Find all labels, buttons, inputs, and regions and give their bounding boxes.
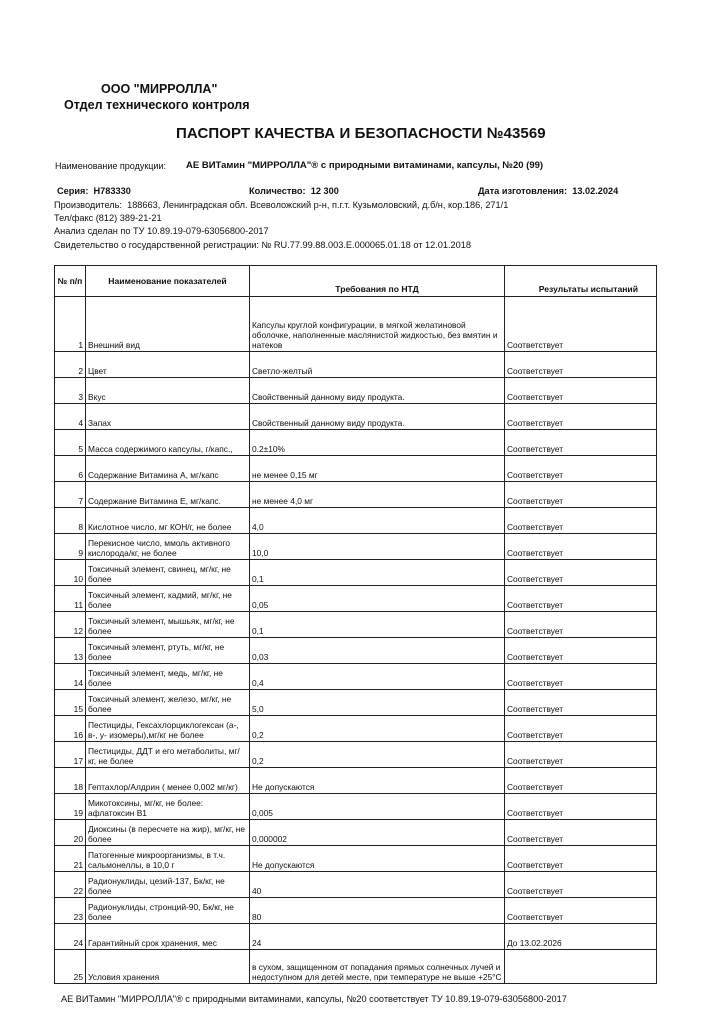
table-row — [55, 742, 657, 768]
quality-table — [54, 265, 657, 984]
cell-result: Соответствует — [505, 560, 657, 586]
cell-requirement: в сухом, защищенном от попадания прямых солнечных лучей и недоступном для детей месте, при температуре не выше +25°С — [250, 950, 505, 984]
manufacturer-label: Производитель: — [54, 200, 122, 210]
cell-requirement: 0,000002 — [250, 820, 505, 846]
cell-requirement: 0,05 — [250, 586, 505, 612]
series-value: Н783330 — [93, 186, 131, 196]
cell-num: 17 — [55, 742, 86, 768]
cell-num: 23 — [55, 898, 86, 924]
cell-requirement: 0,1 — [250, 560, 505, 586]
cell-result: Соответствует — [505, 794, 657, 820]
table-row — [55, 638, 657, 664]
cell-requirement: не менее 4,0 мг — [250, 482, 505, 508]
cell-result: Соответствует — [505, 352, 657, 378]
cell-requirement: 5,0 — [250, 690, 505, 716]
quantity — [249, 186, 339, 196]
table-row — [55, 378, 657, 404]
cell-name: Диоксины (в пересчете на жир), мг/кг, не более — [86, 820, 250, 846]
cell-result — [505, 950, 657, 984]
cell-requirement: 0,03 — [250, 638, 505, 664]
cell-name: Условия хранения — [86, 950, 250, 984]
cell-result: Соответствует — [505, 378, 657, 404]
cell-requirement: Свойственный данному виду продукта. — [250, 404, 505, 430]
table-row — [55, 820, 657, 846]
cell-requirement: 0,2 — [250, 742, 505, 768]
table-row — [55, 690, 657, 716]
cell-num: 20 — [55, 820, 86, 846]
cell-num: 21 — [55, 846, 86, 872]
analysis-standard: Анализ сделан по ТУ 10.89.19-079-63056800-2017 — [54, 226, 269, 236]
cell-requirement: Не допускаются — [250, 846, 505, 872]
table-row — [55, 794, 657, 820]
company-name: ООО "МИРРОЛЛА" — [101, 82, 218, 96]
phone-fax: Тел/факс (812) 389-21-21 — [54, 213, 162, 223]
department-name: Отдел технического контроля — [64, 98, 250, 112]
table-row — [55, 297, 657, 352]
cell-requirement: 40 — [250, 872, 505, 898]
table-row — [55, 768, 657, 794]
cell-requirement: 0,4 — [250, 664, 505, 690]
compliance-footer: АЕ ВИТамин "МИРРОЛЛА"® с природными витаминами, капсулы, №20 соответствует ТУ 10.89.19-079-63056800-2017 — [61, 994, 567, 1004]
cell-num: 6 — [55, 456, 86, 482]
cell-requirement: 80 — [250, 898, 505, 924]
cell-name: Токсичный элемент, кадмий, мг/кг, не более — [86, 586, 250, 612]
cell-name: Кислотное число, мг КОН/г, не более — [86, 508, 250, 534]
cell-requirement: 10,0 — [250, 534, 505, 560]
product-value: АЕ ВИТамин "МИРРОЛЛА"® с природными витаминами, капсулы, №20 (99) — [186, 160, 544, 171]
date-value: 13.02.2024 — [572, 186, 619, 196]
cell-name: Пестициды, Гексахлорциклогексан (а-, в-, у- изомеры),мг/кг не более — [86, 716, 250, 742]
cell-num: 12 — [55, 612, 86, 638]
cell-result: Соответствует — [505, 872, 657, 898]
cell-result: Соответствует — [505, 846, 657, 872]
cell-name: Масса содержимого капсулы, г/капс., — [86, 430, 250, 456]
cell-requirement: Свойственный данному виду продукта. — [250, 378, 505, 404]
series-label: Серия: — [57, 186, 89, 196]
cell-result: Соответствует — [505, 716, 657, 742]
cell-result: Соответствует — [505, 768, 657, 794]
header-num: № п/п — [55, 266, 86, 297]
cell-name: Токсичный элемент, свинец, мг/кг, не более — [86, 560, 250, 586]
cell-name: Запах — [86, 404, 250, 430]
table-row — [55, 534, 657, 560]
cell-num: 4 — [55, 404, 86, 430]
cell-name: Радионуклиды, стронций-90, Бк/кг, не более — [86, 898, 250, 924]
header-result: Результаты испытаний — [505, 266, 657, 297]
cell-result: Соответствует — [505, 898, 657, 924]
cell-num: 2 — [55, 352, 86, 378]
cell-num: 16 — [55, 716, 86, 742]
cell-name: Перекисное число, ммоль активного кислорода/кг, не более — [86, 534, 250, 560]
cell-num: 7 — [55, 482, 86, 508]
table-row — [55, 482, 657, 508]
cell-requirement: 0.2±10% — [250, 430, 505, 456]
cell-result: Соответствует — [505, 742, 657, 768]
cell-name: Патогенные микроорганизмы, в т.ч. сальмонеллы, в 10,0 г — [86, 846, 250, 872]
cell-requirement: 0,2 — [250, 716, 505, 742]
product-label: Наименование продукции: — [55, 161, 166, 171]
manufacture-date — [478, 186, 618, 196]
cell-name: Токсичный элемент, мышьяк, мг/кг, не более — [86, 612, 250, 638]
cell-result: Соответствует — [505, 404, 657, 430]
cell-result: Соответствует — [505, 508, 657, 534]
cell-requirement: Капсулы круглой конфигурации, в мягкой желатиновой оболочке, наполненные маслянистой жидкостью, без вмятин и натеков — [250, 297, 505, 352]
cell-result: Соответствует — [505, 820, 657, 846]
cell-name: Пестициды, ДДТ и его метаболиты, мг/кг, не более — [86, 742, 250, 768]
cell-name: Внешний вид — [86, 297, 250, 352]
table-row — [55, 924, 657, 950]
cell-num: 18 — [55, 768, 86, 794]
cell-num: 5 — [55, 430, 86, 456]
table-row — [55, 612, 657, 638]
table-row — [55, 586, 657, 612]
cell-num: 1 — [55, 297, 86, 352]
cell-num: 24 — [55, 924, 86, 950]
table-row — [55, 872, 657, 898]
table-header-row — [55, 266, 657, 297]
cell-result: До 13.02.2026 — [505, 924, 657, 950]
manufacturer-value: 188663, Ленинградская обл. Всеволожский р-н, п.г.т. Кузьмоловский, д.б/н, кор.186, 271/1 — [127, 200, 509, 210]
table-row — [55, 430, 657, 456]
header-name: Наименование показателей — [86, 266, 250, 297]
date-label: Дата изготовления: — [478, 186, 568, 196]
cell-result: Соответствует — [505, 297, 657, 352]
cell-num: 9 — [55, 534, 86, 560]
cell-result: Соответствует — [505, 586, 657, 612]
cell-name: Токсичный элемент, ртуть, мг/кг, не более — [86, 638, 250, 664]
cell-result: Соответствует — [505, 612, 657, 638]
cell-name: Токсичный элемент, железо, мг/кг, не более — [86, 690, 250, 716]
quantity-value: 12 300 — [310, 186, 339, 196]
cell-requirement: Не допускаются — [250, 768, 505, 794]
cell-result: Соответствует — [505, 430, 657, 456]
cell-result: Соответствует — [505, 690, 657, 716]
cell-requirement: 24 — [250, 924, 505, 950]
cell-name: Токсичный элемент, медь, мг/кг, не более — [86, 664, 250, 690]
cell-num: 10 — [55, 560, 86, 586]
cell-name: Содержание Витамина А, мг/капс — [86, 456, 250, 482]
cell-result: Соответствует — [505, 638, 657, 664]
document-title: ПАСПОРТ КАЧЕСТВА И БЕЗОПАСНОСТИ №43569 — [176, 125, 546, 142]
cell-num: 8 — [55, 508, 86, 534]
table-row — [55, 508, 657, 534]
table-row — [55, 664, 657, 690]
cell-result: Соответствует — [505, 482, 657, 508]
header-requirement: Требования по НТД — [250, 266, 505, 297]
table-row — [55, 352, 657, 378]
cell-result: Соответствует — [505, 664, 657, 690]
cell-num: 11 — [55, 586, 86, 612]
cell-name: Вкус — [86, 378, 250, 404]
cell-num: 13 — [55, 638, 86, 664]
cell-num: 15 — [55, 690, 86, 716]
cell-name: Гарантийный срок хранения, мес — [86, 924, 250, 950]
table-row — [55, 404, 657, 430]
series — [57, 186, 131, 196]
cell-requirement: Светло-желтый — [250, 352, 505, 378]
cell-num: 3 — [55, 378, 86, 404]
cell-requirement: не менее 0,15 мг — [250, 456, 505, 482]
cell-name: Микотоксины, мг/кг, не более: афлатоксин В1 — [86, 794, 250, 820]
cell-num: 19 — [55, 794, 86, 820]
cell-result: Соответствует — [505, 534, 657, 560]
table-row — [55, 898, 657, 924]
manufacturer — [54, 200, 508, 210]
registration-certificate: Свидетельство о государственной регистрации: № RU.77.99.88.003.E.000065.01.18 от 12.01.2018 — [54, 240, 471, 250]
cell-name: Цвет — [86, 352, 250, 378]
table-row — [55, 560, 657, 586]
table-row — [55, 456, 657, 482]
cell-num: 14 — [55, 664, 86, 690]
cell-num: 22 — [55, 872, 86, 898]
cell-name: Гептахлор/Алдрин ( менее 0,002 мг/кг) — [86, 768, 250, 794]
cell-num: 25 — [55, 950, 86, 984]
cell-name: Радионуклиды, цезий-137, Бк/кг, не более — [86, 872, 250, 898]
cell-result: Соответствует — [505, 456, 657, 482]
cell-name: Содержание Витамина Е, мг/капс. — [86, 482, 250, 508]
cell-requirement: 0,005 — [250, 794, 505, 820]
cell-requirement: 4,0 — [250, 508, 505, 534]
table-row — [55, 950, 657, 984]
table-row — [55, 846, 657, 872]
quantity-label: Количество: — [249, 186, 306, 196]
cell-requirement: 0,1 — [250, 612, 505, 638]
table-row — [55, 716, 657, 742]
